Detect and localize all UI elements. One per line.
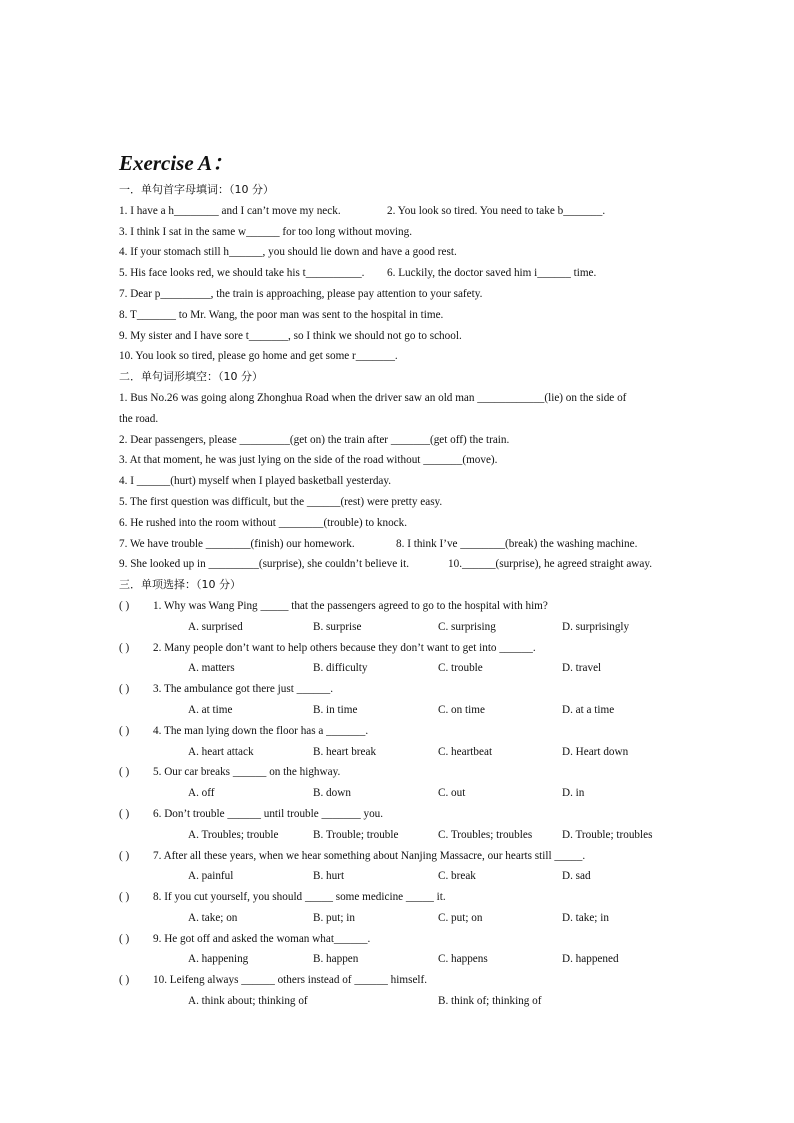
option-d[interactable]: D. at a time [562,703,615,716]
question-text: 8. T_______ to Mr. Wang, the poor man was sent to the hospital in time. [119,308,444,321]
question-text: 6. Luckily, the doctor saved him i______ time. [387,267,597,280]
mc-question [119,929,679,950]
section-2-list [119,388,679,575]
question-text: 3. The ambulance got there just ______. [153,683,333,696]
answer-blank[interactable]: ( ) [119,807,130,820]
mc-question [119,762,679,783]
question-text: 5. His face looks red, we should take his t__________. [119,267,365,280]
question-text: 8. I think I’ve ________(break) the washing machine. [396,537,638,550]
option-a[interactable]: A. think about; thinking of [188,995,308,1008]
option-d[interactable]: D. happened [562,953,619,966]
answer-blank[interactable]: ( ) [119,641,130,654]
question-text: 5. The first question was difficult, but the ______(rest) were pretty easy. [119,495,443,508]
question-line [119,201,679,222]
question-line [119,492,679,513]
option-d[interactable]: D. in [562,787,585,800]
question-text: 2. Many people don’t want to help others because they don’t want to get into ______. [153,641,536,654]
mc-question [119,679,679,700]
options-row [119,949,679,970]
page-title: Exercise A： [119,151,234,175]
question-text: 4. The man lying down the floor has a _______. [153,724,369,737]
question-text: 5. Our car breaks ______ on the highway. [153,766,341,779]
option-a[interactable]: A. Troubles; trouble [188,828,279,841]
answer-blank[interactable]: ( ) [119,724,130,737]
question-text: 1. Why was Wang Ping _____ that the passengers agreed to go to the hospital with him? [153,599,548,612]
question-line [119,263,679,284]
option-b[interactable]: B. hurt [313,870,345,883]
option-c[interactable]: C. put; on [438,911,483,924]
answer-blank[interactable]: ( ) [119,599,130,612]
option-a[interactable]: A. painful [188,870,234,883]
option-c[interactable]: C. trouble [438,662,483,675]
answer-blank[interactable]: ( ) [119,932,130,945]
question-line [119,284,679,305]
question-text: 10. You look so tired, please go home and get some r_______. [119,350,398,363]
option-b[interactable]: B. difficulty [313,662,368,675]
question-line [119,326,679,347]
question-line [119,242,679,263]
option-b[interactable]: B. surprise [313,620,362,633]
option-b[interactable]: B. down [313,787,351,800]
answer-blank[interactable]: ( ) [119,974,130,987]
answer-blank[interactable]: ( ) [119,683,130,696]
option-c[interactable]: C. Troubles; troubles [438,828,533,841]
option-d[interactable]: D. take; in [562,911,609,924]
option-a[interactable]: A. heart attack [188,745,254,758]
question-line [119,450,679,471]
question-text: 4. I ______(hurt) myself when I played basketball yesterday. [119,475,392,488]
question-text: the road. [119,412,159,425]
mc-question [119,887,679,908]
question-line [119,430,679,451]
option-a[interactable]: A. off [188,787,215,800]
mc-question [119,596,679,617]
question-text: 6. He rushed into the room without ________(trouble) to knock. [119,516,408,529]
section-1-list [119,201,679,367]
question-text: 2. Dear passengers, please _________(get on) the train after _______(get off) the train. [119,433,510,446]
question-line [119,471,679,492]
mc-question [119,804,679,825]
option-a[interactable]: A. at time [188,703,233,716]
option-c[interactable]: C. break [438,870,476,883]
mc-question [119,846,679,867]
option-c[interactable]: C. happens [438,953,488,966]
options-row [119,658,679,679]
question-text: 3. I think I sat in the same w______ for too long without moving. [119,225,413,238]
section-3-list [119,596,679,1012]
question-text: 8. If you cut yourself, you should _____ some medicine _____ it. [153,891,446,904]
option-b[interactable]: B. heart break [313,745,377,758]
option-d[interactable]: D. Heart down [562,745,629,758]
question-line [119,409,679,430]
option-c[interactable]: C. out [438,787,466,800]
question-line [119,513,679,534]
options-row [119,742,679,763]
question-text: 9. My sister and I have sore t_______, so I think we should not go to school. [119,329,462,342]
question-text: 9. She looked up in _________(surprise), she couldn’t believe it. [119,558,410,571]
option-b[interactable]: B. happen [313,953,359,966]
question-text: 6. Don’t trouble ______ until trouble _______ you. [153,807,384,820]
mc-question [119,721,679,742]
option-b[interactable]: B. in time [313,703,358,716]
question-text: 10. Leifeng always ______ others instead of ______ himself. [153,974,428,987]
option-d[interactable]: D. surprisingly [562,620,630,633]
question-text: 4. If your stomach still h______, you should lie down and have a good rest. [119,246,457,259]
options-row [119,783,679,804]
question-line [119,305,679,326]
options-row [119,700,679,721]
question-text: 7. Dear p_________, the train is approaching, please pay attention to your safety. [119,287,483,300]
option-b[interactable]: B. put; in [313,911,355,924]
option-c[interactable]: C. surprising [438,620,496,633]
answer-blank[interactable]: ( ) [119,766,130,779]
question-line [119,554,679,575]
question-text: 7. After all these years, when we hear something about Nanjing Massacre, our hearts still _____. [153,849,586,862]
answer-blank[interactable]: ( ) [119,891,130,904]
question-line [119,346,679,367]
worksheet [119,148,679,1012]
question-line [119,534,679,555]
options-row [119,991,679,1012]
option-d[interactable]: D. travel [562,662,602,675]
options-row [119,617,679,638]
options-row [119,825,679,846]
option-a[interactable]: A. take; on [188,911,238,924]
option-d[interactable]: D. sad [562,870,591,883]
question-text: 1. I have a h________ and I can’t move my neck. [119,204,341,217]
option-b[interactable]: B. Trouble; trouble [313,828,399,841]
option-a[interactable]: A. matters [188,662,235,675]
options-row [119,866,679,887]
question-text: 2. You look so tired. You need to take b_______. [387,204,606,217]
answer-blank[interactable]: ( ) [119,849,130,862]
question-line [119,388,679,409]
section-2-heading: 二．单句词形填空：（10 分） [119,370,263,384]
option-c[interactable]: C. on time [438,703,485,716]
section-3-heading: 三．单项选择：（10 分） [119,578,241,592]
question-text: 10.______(surprise), he agreed straight away. [448,558,653,571]
question-line [119,222,679,243]
section-1-heading: 一．单句首字母填词：（10 分） [119,183,274,196]
question-text: 3. At that moment, he was just lying on the side of the road without _______(move). [119,454,498,467]
option-a[interactable]: A. happening [188,953,249,966]
option-a[interactable]: A. surprised [188,620,243,633]
mc-question [119,638,679,659]
question-text: 7. We have trouble ________(finish) our homework. [119,537,355,550]
option-d[interactable]: D. Trouble; troubles [562,828,653,841]
question-text: 9. He got off and asked the woman what______. [153,932,371,945]
mc-question [119,970,679,991]
option-b[interactable]: B. think of; thinking of [438,995,542,1008]
option-c[interactable]: C. heartbeat [438,745,493,758]
question-text: 1. Bus No.26 was going along Zhonghua Road when the driver saw an old man ____________(lie) on the side of [119,391,627,404]
options-row [119,908,679,929]
